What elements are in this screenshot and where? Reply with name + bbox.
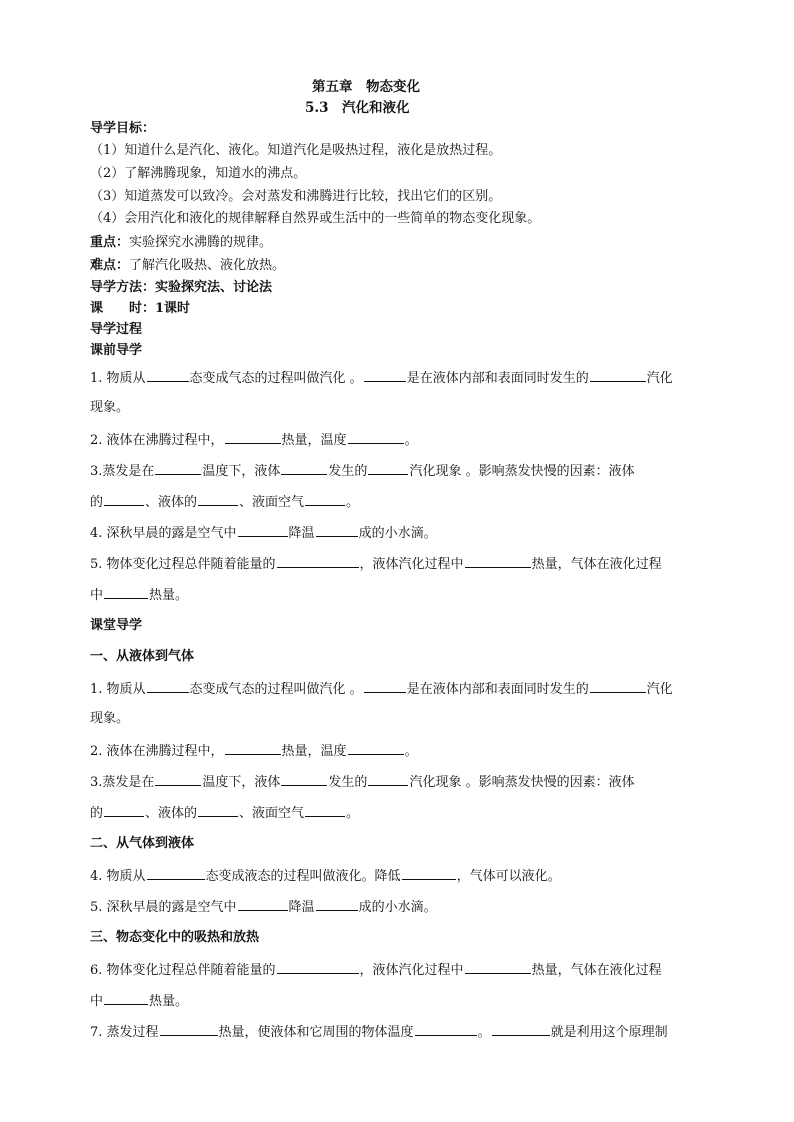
goal-item-4: （4）会用汽化和液化的规律解释自然界或生活中的一些简单的物态变化现象。 xyxy=(90,211,541,226)
answer-blank[interactable] xyxy=(590,369,646,382)
key-point-label: 重点： xyxy=(90,235,130,250)
answer-blank[interactable] xyxy=(305,493,345,506)
in-q3-line2: 的 、液体的 、液面空气 。 xyxy=(90,806,360,821)
pre-q1-line1: 1. 物质从 态变成气态的过程叫做汽化 。 是在液体内部和表面同时发生的 汽化 xyxy=(90,371,673,386)
goal-item-3: （3）知道蒸发可以致冷。会对蒸发和沸腾进行比较，找出它们的区别。 xyxy=(90,189,502,204)
answer-blank[interactable] xyxy=(155,462,201,475)
answer-blank[interactable] xyxy=(305,804,345,817)
answer-blank[interactable] xyxy=(492,1023,550,1036)
pre-q4: 4. 深秋早晨的露是空气中 降温 成的小水滴。 xyxy=(90,526,437,541)
in-q6-line1: 6. 物体变化过程总伴随着能量的 ，液体汽化过程中 热量，气体在液化过程 xyxy=(90,963,662,978)
in-class-heading: 课堂导学 xyxy=(90,618,143,633)
answer-blank[interactable] xyxy=(368,773,408,786)
answer-blank[interactable] xyxy=(238,898,288,911)
section-1-heading: 一、从液体到气体 xyxy=(90,649,195,664)
difficulty-text: 了解汽化吸热、液化放热。 xyxy=(129,258,286,273)
pre-q5-line2: 中 热量。 xyxy=(90,588,189,603)
in-q3-line1: 3.蒸发是在 温度下，液体 发生的 汽化现象 。影响蒸发快慢的因素：液体 xyxy=(90,775,635,790)
answer-blank[interactable] xyxy=(238,524,288,537)
pre-q3-line1: 3.蒸发是在 温度下，液体 发生的 汽化现象 。影响蒸发快慢的因素：液体 xyxy=(90,464,635,479)
in-q1-line2: 现象。 xyxy=(90,711,130,726)
answer-blank[interactable] xyxy=(198,493,238,506)
goal-item-1: （1）知道什么是汽化、液化。知道汽化是吸热过程，液化是放热过程。 xyxy=(90,143,502,158)
answer-blank[interactable] xyxy=(316,524,358,537)
answer-blank[interactable] xyxy=(147,867,205,880)
pre-q1-line2: 现象。 xyxy=(90,400,130,415)
duration: 课 时：1课时 xyxy=(90,301,191,316)
key-point xyxy=(90,235,272,251)
answer-blank[interactable] xyxy=(104,586,148,599)
section-3-heading: 三、物态变化中的吸热和放热 xyxy=(90,930,260,945)
difficulty xyxy=(90,258,285,274)
section-2-heading: 二、从气体到液体 xyxy=(90,836,195,851)
answer-blank[interactable] xyxy=(368,462,408,475)
answer-blank[interactable] xyxy=(147,369,189,382)
in-q5: 5. 深秋早晨的露是空气中 降温 成的小水滴。 xyxy=(90,900,437,915)
key-point-text: 实验探究水沸腾的规律。 xyxy=(129,235,273,250)
answer-blank[interactable] xyxy=(348,431,404,444)
answer-blank[interactable] xyxy=(198,804,238,817)
answer-blank[interactable] xyxy=(402,867,456,880)
answer-blank[interactable] xyxy=(364,680,406,693)
answer-blank[interactable] xyxy=(465,555,531,568)
method: 导学方法：实验探究法、讨论法 xyxy=(90,280,273,295)
in-q2: 2. 液体在沸腾过程中， 热量，温度 。 xyxy=(90,744,418,759)
in-q6-line2: 中 热量。 xyxy=(90,994,189,1009)
answer-blank[interactable] xyxy=(277,555,359,568)
answer-blank[interactable] xyxy=(415,1023,477,1036)
answer-blank[interactable] xyxy=(281,462,327,475)
answer-blank[interactable] xyxy=(590,680,646,693)
answer-blank[interactable] xyxy=(155,773,201,786)
in-q7: 7. 蒸发过程 热量，使液体和它周围的物体温度 。 就是利用这个原理制 xyxy=(90,1025,668,1040)
goals-heading: 导学目标： xyxy=(90,121,156,136)
process-heading: 导学过程 xyxy=(90,322,143,337)
pre-q3-line2: 的 、液体的 、液面空气 。 xyxy=(90,495,360,510)
answer-blank[interactable] xyxy=(348,742,404,755)
answer-blank[interactable] xyxy=(281,773,327,786)
answer-blank[interactable] xyxy=(225,431,281,444)
answer-blank[interactable] xyxy=(364,369,406,382)
goal-item-2: （2）了解沸腾现象，知道水的沸点。 xyxy=(90,166,307,181)
answer-blank[interactable] xyxy=(147,680,189,693)
answer-blank[interactable] xyxy=(277,961,359,974)
answer-blank[interactable] xyxy=(104,493,144,506)
answer-blank[interactable] xyxy=(465,961,531,974)
answer-blank[interactable] xyxy=(225,742,281,755)
in-q1-line1: 1. 物质从 态变成气态的过程叫做汽化 。 是在液体内部和表面同时发生的 汽化 xyxy=(90,682,673,697)
chapter-title: 第五章 物态变化 xyxy=(312,79,420,95)
answer-blank[interactable] xyxy=(160,1023,218,1036)
in-q4: 4. 物质从 态变成液态的过程叫做液化。降低 ，气体可以液化。 xyxy=(90,869,561,884)
section-title: 5.3 汽化和液化 xyxy=(305,100,410,116)
answer-blank[interactable] xyxy=(104,804,144,817)
difficulty-label: 难点： xyxy=(90,258,130,273)
answer-blank[interactable] xyxy=(316,898,358,911)
answer-blank[interactable] xyxy=(104,992,148,1005)
pre-q2: 2. 液体在沸腾过程中， 热量，温度 。 xyxy=(90,433,418,448)
pre-class-heading: 课前导学 xyxy=(90,343,143,358)
pre-q5-line1: 5. 物体变化过程总伴随着能量的 ，液体汽化过程中 热量，气体在液化过程 xyxy=(90,557,662,572)
